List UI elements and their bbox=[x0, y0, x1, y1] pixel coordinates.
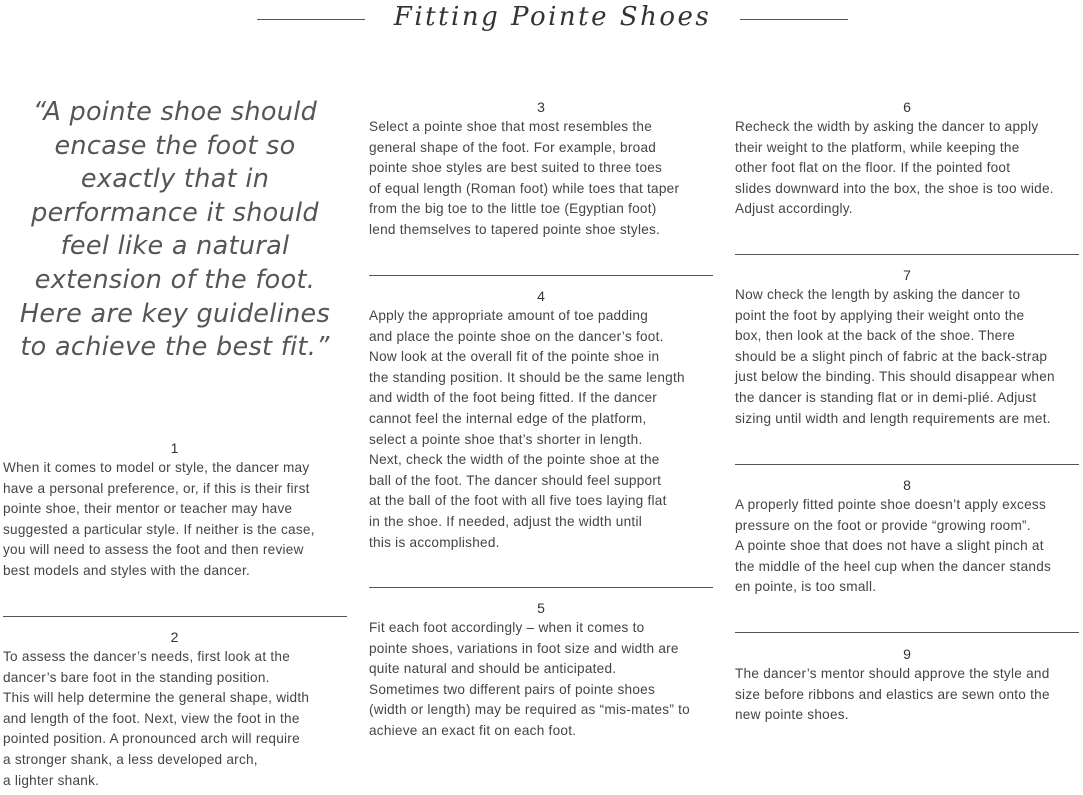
step-text bbox=[735, 664, 1079, 726]
step-line: size before ribbons and elastics are sewn onto the bbox=[735, 686, 1050, 702]
step-line: other foot flat on the floor. If the pointed foot bbox=[735, 160, 1011, 176]
step-line: Apply the appropriate amount of toe padding bbox=[369, 308, 649, 323]
step-1 bbox=[3, 438, 346, 582]
step-line: at the ball of the foot with all five toes laying flat bbox=[369, 493, 667, 509]
step-line: quite natural and should be anticipated. bbox=[369, 661, 617, 677]
step-line: and length of the foot. Next, view the foot in the bbox=[3, 710, 300, 726]
step-line: en pointe, is too small. bbox=[735, 579, 877, 595]
step-line: point the foot by applying their weight onto the bbox=[735, 307, 1025, 323]
step-line: When it comes to model or style, the dancer may bbox=[3, 460, 310, 475]
step-line: (width or length) may be required as “mis-mates” to bbox=[369, 702, 690, 718]
step-text bbox=[369, 117, 713, 241]
step-text bbox=[3, 458, 346, 582]
step-number: 7 bbox=[903, 267, 911, 283]
step-line: Fit each foot accordingly – when it comes to bbox=[369, 620, 645, 635]
step-4 bbox=[369, 286, 713, 553]
step-line: this is accomplished. bbox=[369, 534, 500, 550]
step-2 bbox=[3, 627, 346, 791]
step-line: and width of the foot being fitted. If the dancer bbox=[369, 390, 658, 406]
step-line: you will need to assess the foot and then review bbox=[3, 542, 304, 558]
step-line: from the big toe to the little toe (Egyptian foot) bbox=[369, 201, 657, 217]
step-text bbox=[369, 306, 713, 553]
step-line: general shape of the foot. For example, broad bbox=[369, 139, 657, 155]
step-line: and place the pointe shoe on the dancer’s foot. bbox=[369, 328, 664, 344]
step-line: a lighter shank. bbox=[3, 772, 100, 788]
step-6 bbox=[735, 97, 1079, 220]
step-text bbox=[369, 618, 713, 742]
step-line: This will help determine the general shape, width bbox=[3, 690, 310, 706]
step-number: 9 bbox=[903, 646, 911, 662]
step-line: Now check the length by asking the dancer to bbox=[735, 287, 1021, 302]
step-line: Now look at the overall fit of the pointe shoe in bbox=[369, 349, 660, 365]
quote-line: encase the foot so bbox=[54, 130, 296, 161]
divider bbox=[369, 587, 713, 588]
step-line: best models and styles with the dancer. bbox=[3, 562, 251, 578]
step-3 bbox=[369, 97, 713, 241]
divider bbox=[369, 275, 713, 276]
step-text bbox=[3, 647, 346, 791]
step-text bbox=[735, 495, 1079, 598]
step-number: 4 bbox=[537, 288, 545, 304]
step-line: pointe shoe, their mentor or teacher may have bbox=[3, 501, 293, 517]
step-line: pointed position. A pronounced arch will require bbox=[3, 731, 300, 747]
step-line: A pointe shoe that does not have a slight pinch at bbox=[735, 538, 1044, 554]
step-number: 8 bbox=[903, 477, 911, 493]
step-line: of equal length (Roman foot) while toes that taper bbox=[369, 180, 680, 196]
step-line: select a pointe shoe that’s shorter in length. bbox=[369, 431, 643, 447]
step-line: pressure on the foot or provide “growing room”. bbox=[735, 517, 1031, 533]
title-row bbox=[0, 0, 1083, 36]
step-line: achieve an exact fit on each foot. bbox=[369, 722, 577, 738]
step-line: Next, check the width of the pointe shoe at the bbox=[369, 452, 660, 468]
step-number: 3 bbox=[537, 99, 545, 115]
step-line: box, then look at the back of the shoe. There bbox=[735, 328, 1016, 344]
step-line: in the shoe. If needed, adjust the width until bbox=[369, 513, 642, 529]
step-text bbox=[735, 285, 1079, 429]
page-title: Fitting Pointe Shoes bbox=[393, 2, 712, 32]
step-line: sizing until width and length requirements are met. bbox=[735, 410, 1051, 426]
title-rule-left bbox=[257, 19, 365, 20]
step-line: just below the binding. This should disappear when bbox=[735, 369, 1055, 385]
title-rule-right bbox=[740, 19, 848, 20]
step-line: ball of the foot. The dancer should feel support bbox=[369, 472, 662, 488]
step-line: lend themselves to tapered pointe shoe styles. bbox=[369, 221, 661, 237]
quote-line: exactly that in bbox=[80, 164, 270, 195]
intro-quote bbox=[10, 96, 340, 365]
quote-line: Here are key guidelines bbox=[19, 298, 331, 329]
step-line: Adjust accordingly. bbox=[735, 201, 853, 217]
step-line: the dancer is standing flat or in demi-plié. Adjust bbox=[735, 389, 1037, 405]
step-line: new pointe shoes. bbox=[735, 707, 849, 723]
step-line: pointe shoes, variations in foot size and width are bbox=[369, 640, 679, 656]
quote-line: to achieve the best fit.” bbox=[20, 332, 330, 363]
divider bbox=[3, 616, 347, 617]
quote-line: feel like a natural bbox=[60, 231, 290, 262]
step-line: cannot feel the internal edge of the platform, bbox=[369, 410, 647, 426]
step-line: a stronger shank, a less developed arch, bbox=[3, 751, 258, 767]
step-8 bbox=[735, 475, 1079, 598]
step-line: pointe shoe styles are best suited to three toes bbox=[369, 160, 663, 176]
step-line: have a personal preference, or, if this is their first bbox=[3, 480, 310, 496]
step-line: slides downward into the box, the shoe is too wide. bbox=[735, 180, 1054, 196]
step-line: A properly fitted pointe shoe doesn’t apply excess bbox=[735, 497, 1046, 512]
step-number: 5 bbox=[537, 600, 545, 616]
step-line: Select a pointe shoe that most resembles the bbox=[369, 119, 653, 134]
divider bbox=[735, 254, 1079, 255]
step-9 bbox=[735, 644, 1079, 726]
step-line: The dancer’s mentor should approve the style and bbox=[735, 666, 1050, 681]
step-line: their weight to the platform, while keeping the bbox=[735, 139, 1020, 155]
step-number: 2 bbox=[170, 629, 179, 645]
quote-line: extension of the foot. bbox=[34, 264, 316, 295]
step-text bbox=[735, 117, 1079, 220]
step-line: the middle of the heel cup when the dancer stands bbox=[735, 558, 1052, 574]
step-5 bbox=[369, 598, 713, 742]
step-line: Recheck the width by asking the dancer to apply bbox=[735, 119, 1039, 134]
step-number: 1 bbox=[170, 440, 179, 456]
step-line: Sometimes two different pairs of pointe shoes bbox=[369, 681, 656, 697]
step-line: should be a slight pinch of fabric at the back-strap bbox=[735, 348, 1048, 364]
quote-line: “A pointe shoe should bbox=[32, 97, 318, 127]
quote-line: performance it should bbox=[31, 197, 319, 228]
step-line: suggested a particular style. If neither is the case, bbox=[3, 521, 315, 537]
step-7 bbox=[735, 265, 1079, 429]
step-number: 6 bbox=[903, 99, 911, 115]
step-line: the standing position. It should be the same length bbox=[369, 369, 685, 385]
step-line: To assess the dancer’s needs, first look at the bbox=[3, 649, 291, 664]
divider bbox=[735, 464, 1079, 465]
step-line: dancer’s bare foot in the standing position. bbox=[3, 669, 270, 685]
divider bbox=[735, 632, 1079, 633]
